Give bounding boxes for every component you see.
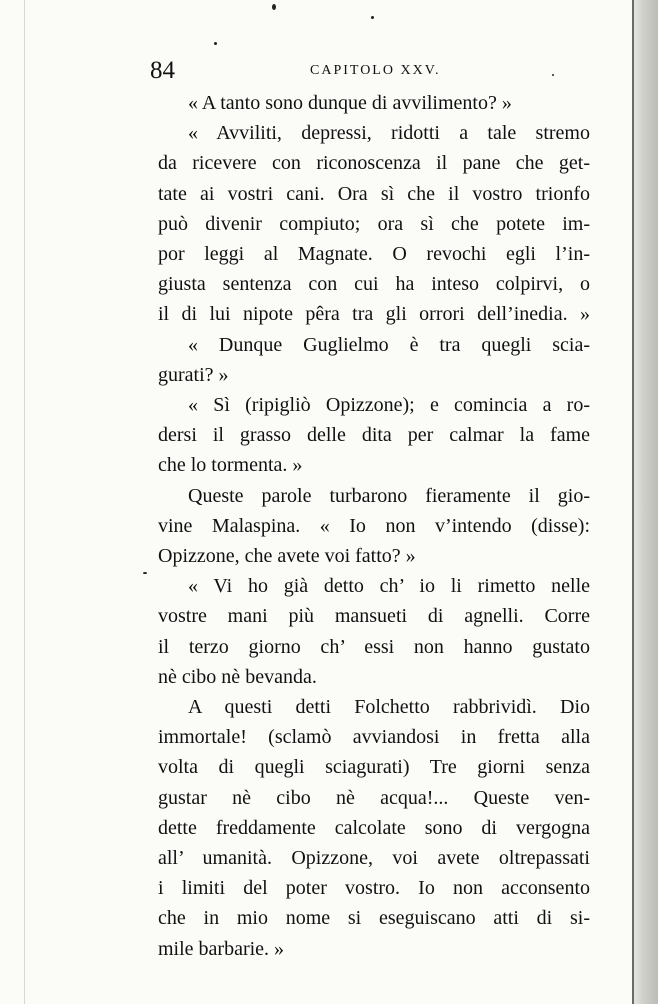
text-line: il terzo giorno ch’ essi non hanno gustato bbox=[158, 635, 590, 658]
text-line: che lo tormenta. » bbox=[158, 454, 303, 477]
text-line: il di lui nipote pêra tra gli orrori dell’inedia. » bbox=[158, 303, 590, 326]
ink-speck bbox=[272, 4, 276, 10]
text-line: vostre mani più mansueti di agnelli. Corre bbox=[158, 605, 590, 628]
text-line: può divenir compiuto; ora sì che potete im- bbox=[158, 212, 590, 235]
text-line: immortale! (sclamò avviandosi in fretta alla bbox=[158, 726, 590, 749]
ink-speck bbox=[143, 572, 147, 574]
text-line: dersi il grasso delle dita per calmar la fame bbox=[158, 424, 590, 447]
text-line: tate ai vostri cani. Ora sì che il vostro trionfo bbox=[158, 182, 590, 205]
text-line: all’ umanità. Opizzone, voi avete oltrepassati bbox=[158, 847, 590, 869]
text-line: nè cibo nè bevanda. bbox=[158, 665, 317, 688]
text-line: « A tanto sono dunque di avvilimento? » bbox=[188, 92, 512, 114]
running-head: CAPITOLO XXV. bbox=[310, 63, 441, 78]
text-line: « Vi ho già detto ch’ io li rimetto nelle bbox=[188, 575, 590, 598]
text-line: giusta sentenza con cui ha inteso colpirvi, o bbox=[158, 273, 590, 296]
page-number: 84 bbox=[150, 57, 175, 84]
ink-speck bbox=[214, 42, 217, 45]
page-edge-shadow bbox=[632, 0, 658, 1004]
text-line: che in mio nome si eseguiscano atti di si- bbox=[158, 907, 590, 930]
text-line: Opizzone, che avete voi fatto? » bbox=[158, 545, 416, 567]
text-line: por leggi al Magnate. O revochi egli l’in- bbox=[158, 243, 590, 265]
text-line: « Dunque Guglielmo è tra quegli scia- bbox=[188, 333, 590, 356]
text-line: volta di quegli sciagurati) Tre giorni senza bbox=[158, 756, 590, 779]
text-line: mile barbarie. » bbox=[158, 937, 285, 960]
text-line: gurati? » bbox=[158, 363, 229, 386]
text-line: « Avviliti, depressi, ridotti a tale stremo bbox=[188, 122, 590, 145]
text-line: gustar nè cibo nè acqua!... Queste ven- bbox=[158, 786, 590, 809]
page-gutter-line bbox=[24, 0, 25, 1004]
text-line: dette freddamente calcolate sono di vergogna bbox=[158, 816, 590, 839]
text-line: Queste parole turbarono fieramente il gio- bbox=[188, 484, 590, 507]
text-line: « Sì (ripigliò Opizzone); e comincia a ro- bbox=[188, 394, 590, 416]
text-line: vine Malaspina. « Io non v’intendo (disse): bbox=[158, 514, 590, 537]
text-line: A questi detti Folchetto rabbrividì. Dio bbox=[188, 696, 590, 718]
text-line: i limiti del poter vostro. Io non acconsento bbox=[158, 877, 590, 900]
text-line: da ricevere con riconoscenza il pane che get- bbox=[158, 152, 590, 175]
ink-speck bbox=[371, 16, 374, 19]
page-edge-line bbox=[632, 0, 634, 1004]
page-header bbox=[150, 56, 600, 86]
